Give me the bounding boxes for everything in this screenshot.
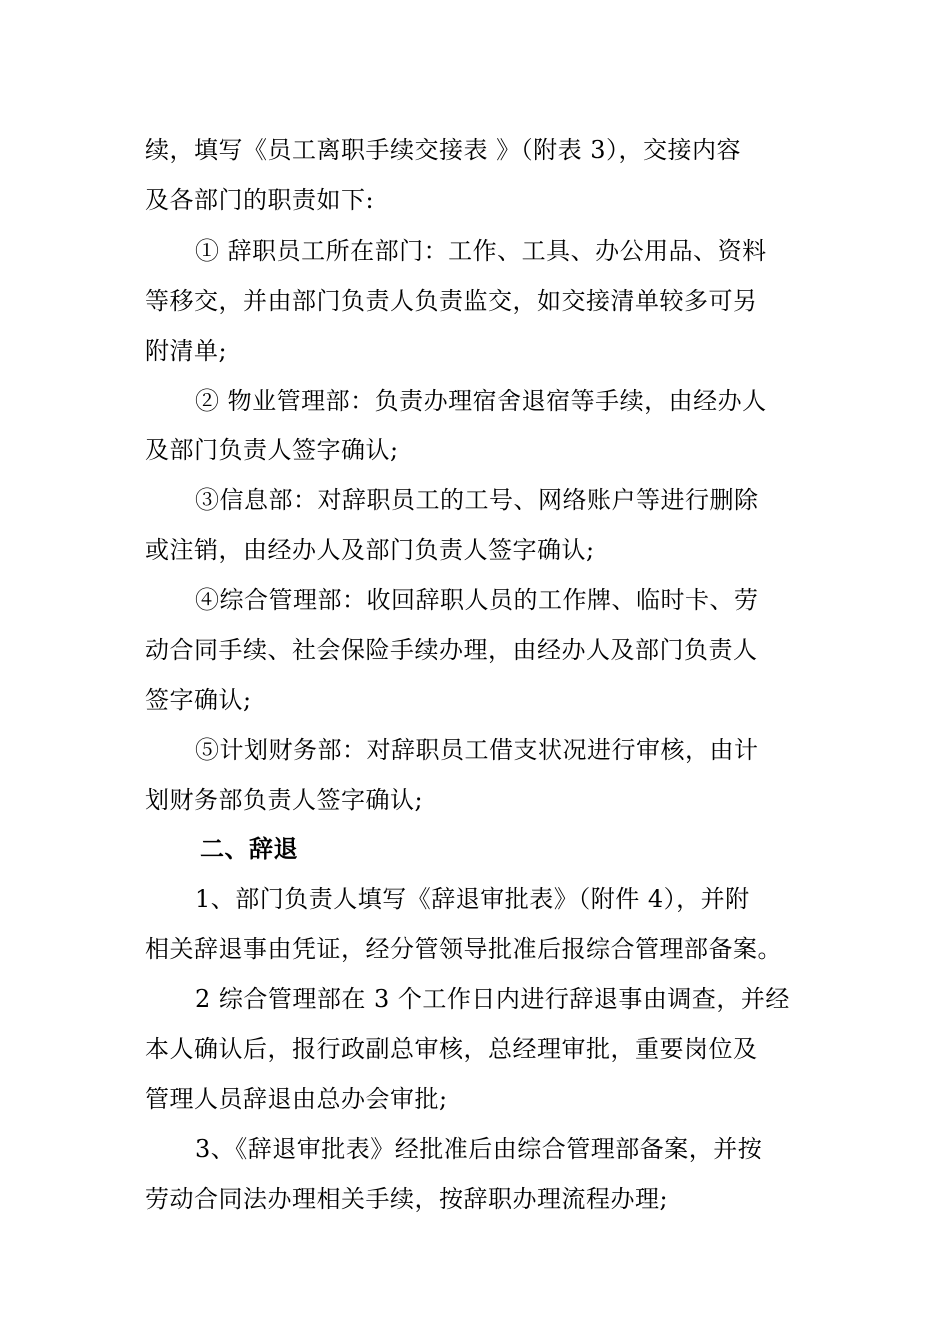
text-line-2: 及各部门的职责如下: [145,186,375,214]
text-line-4: 等移交，并由部门负责人负责监交，如交接清单较多可另 [145,287,758,315]
text-line-5: 附清单; [145,337,228,365]
text-line-7: 及部门负责人签字确认; [145,436,399,464]
text-line-13: ⑤计划财务部：对辞职员工借支状况进行审核，由计 [195,736,759,764]
text-line-17: 相关辞退事由凭证，经分管领导批准后报综合管理部备案。 [145,935,782,963]
text-line-8: ③信息部：对辞职员工的工号、网络账户等进行删除 [195,486,759,514]
text-line-20: 管理人员辞退由总办会审批; [145,1085,448,1113]
text-line-22: 劳动合同法办理相关手续，按辞职办理流程办理; [145,1185,669,1213]
text-line-16: 1、部门负责人填写《辞退审批表》（附件 4），并附 [195,885,750,913]
text-line-3: ① 辞职员工所在部门：工作、工具、办公用品、资料 [195,237,767,265]
text-line-10: ④综合管理部：收回辞职人员的工作牌、临时卡、劳 [195,586,759,614]
text-line-21: 3、《辞退审批表》经批准后由综合管理部备案，并按 [195,1135,763,1163]
text-line-1: 续，填写《员工离职手续交接表 》（附表 3），交接内容 [145,136,742,164]
text-line-11: 动合同手续、社会保险手续办理，由经办人及部门负责人 [145,636,758,664]
text-line-19: 本人确认后，报行政副总审核，总经理审批，重要岗位及 [145,1035,758,1063]
text-line-9: 或注销，由经办人及部门负责人签字确认; [145,536,595,564]
text-line-14: 划财务部负责人签字确认; [145,786,424,814]
text-line-18: 2 综合管理部在 3 个工作日内进行辞退事由调查，并经 [195,985,790,1013]
text-line-12: 签字确认; [145,686,252,714]
text-line-6: ② 物业管理部：负责办理宿舍退宿等手续，由经办人 [195,387,767,415]
section-heading: 二、辞退 [200,834,298,863]
